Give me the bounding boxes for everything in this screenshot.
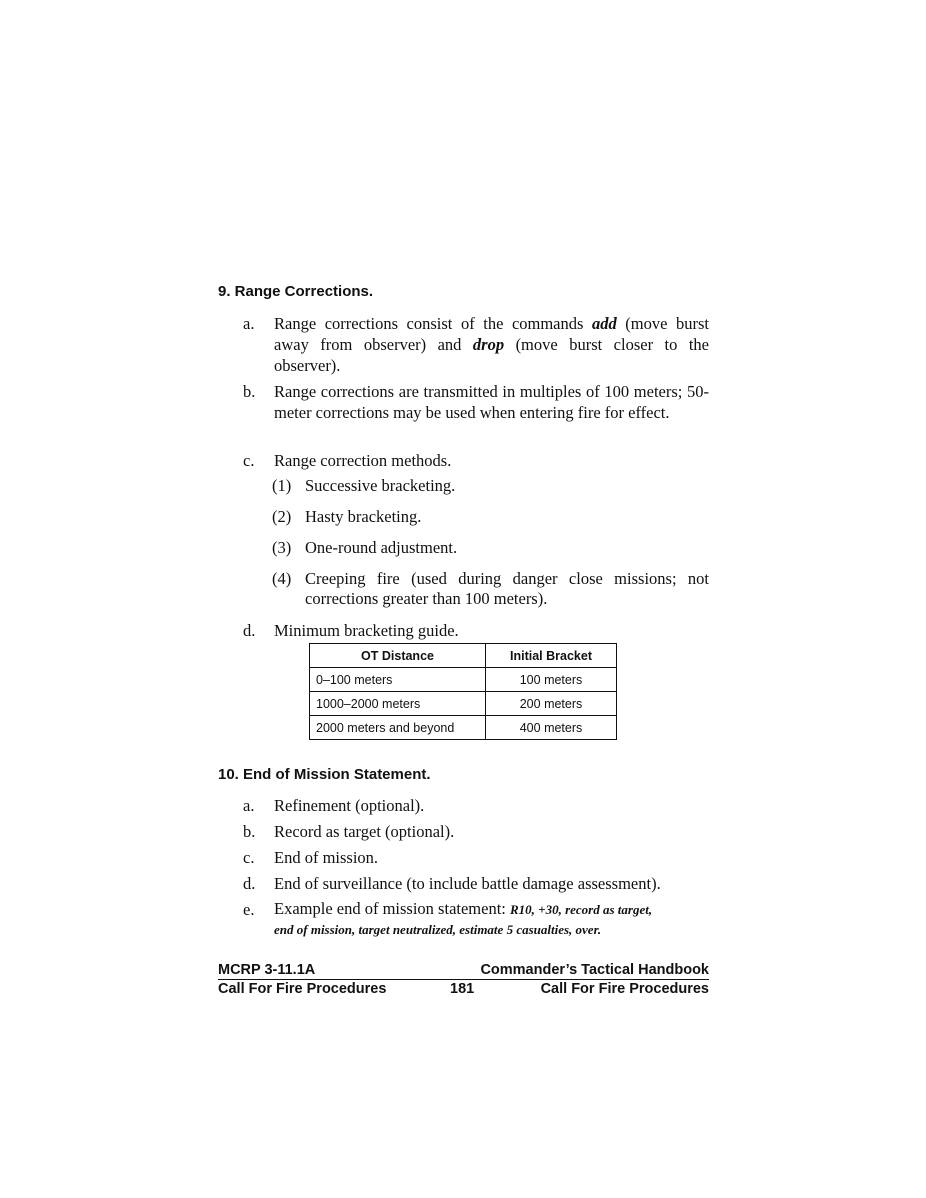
method-text: Successive bracketing.	[305, 476, 456, 495]
method-label: (3)	[272, 538, 292, 557]
item-text	[274, 313, 709, 376]
cell-bracket: 100 meters	[486, 668, 617, 692]
item-label: a.	[243, 796, 255, 815]
method-label: (1)	[272, 476, 292, 495]
item-text: Range correction methods.	[274, 451, 452, 470]
item-label: d.	[243, 874, 256, 893]
command-add: add	[591, 314, 617, 333]
table-row	[310, 716, 617, 740]
text-fragment: Example end of mission statement:	[274, 899, 510, 918]
method-label: (4)	[272, 569, 292, 588]
item-text: End of mission.	[274, 848, 379, 867]
table-row	[310, 668, 617, 692]
header-ot-distance: OT Distance	[310, 644, 486, 668]
table-row	[310, 692, 617, 716]
item-9c	[243, 450, 709, 471]
footer-right-section: Call For Fire Procedures	[540, 981, 709, 997]
item-9a	[243, 313, 709, 376]
footer-bottom-line	[218, 981, 709, 999]
item-text: Record as target (optional).	[274, 822, 455, 841]
method-3	[272, 538, 709, 558]
cell-bracket: 400 meters	[486, 716, 617, 740]
method-1	[272, 476, 709, 496]
item-9b	[243, 381, 709, 423]
footer-page-number: 181	[450, 981, 475, 997]
footer-rule	[218, 979, 709, 980]
example-statement-line-1: R10, +30, record as target,	[510, 902, 653, 917]
item-label: c.	[243, 451, 255, 470]
cell-bracket: 200 meters	[486, 692, 617, 716]
text-fragment: (move burst away from observer) and	[274, 314, 709, 354]
item-label: d.	[243, 621, 256, 640]
item-text: End of surveillance (to include battle damage assessment).	[274, 874, 661, 893]
cell-distance: 2000 meters and beyond	[310, 716, 486, 740]
item-label: b.	[243, 822, 256, 841]
item-9d	[243, 620, 709, 641]
item-10d	[243, 873, 709, 894]
method-label: (2)	[272, 507, 292, 526]
item-10a	[243, 795, 709, 816]
method-text: Hasty bracketing.	[305, 507, 422, 526]
section-10-heading: 10. End of Mission Statement.	[218, 766, 431, 783]
item-10c	[243, 847, 709, 868]
footer-top-line	[218, 962, 709, 980]
item-10b	[243, 821, 709, 842]
item-label: e.	[243, 900, 255, 919]
item-text: Refinement (optional).	[274, 796, 425, 815]
item-label: c.	[243, 848, 255, 867]
method-text: Creeping fire (used during danger close missions; not corrections greater than 100 meters).	[305, 569, 709, 608]
item-text: Minimum bracketing guide.	[274, 621, 459, 640]
cell-distance: 1000–2000 meters	[310, 692, 486, 716]
method-text: One-round adjustment.	[305, 538, 458, 557]
table-header-row	[310, 644, 617, 668]
header-initial-bracket: Initial Bracket	[486, 644, 617, 668]
footer-doc-id: MCRP 3-11.1A	[218, 962, 316, 978]
footer-title: Commander’s Tactical Handbook	[480, 962, 709, 978]
text-fragment: (move burst closer to the observer).	[274, 335, 710, 375]
example-statement-line-2: end of mission, target neutralized, estimate 5 casualties, over.	[274, 922, 602, 937]
cell-distance: 0–100 meters	[310, 668, 486, 692]
footer-left-section: Call For Fire Procedures	[218, 981, 387, 997]
text-fragment: Range corrections consist of the commands	[274, 314, 592, 333]
item-text: Range corrections are transmitted in multiples of 100 meters; 50-meter corrections may be used when entering fire for effect.	[274, 382, 709, 422]
item-10e	[243, 899, 709, 939]
method-2	[272, 507, 709, 527]
section-9-heading: 9. Range Corrections.	[218, 283, 374, 300]
item-label: b.	[243, 382, 256, 401]
item-label: a.	[243, 314, 255, 333]
item-text	[274, 899, 709, 939]
command-drop: drop	[472, 335, 505, 354]
bracketing-guide-table	[309, 643, 617, 740]
method-4	[272, 569, 709, 609]
